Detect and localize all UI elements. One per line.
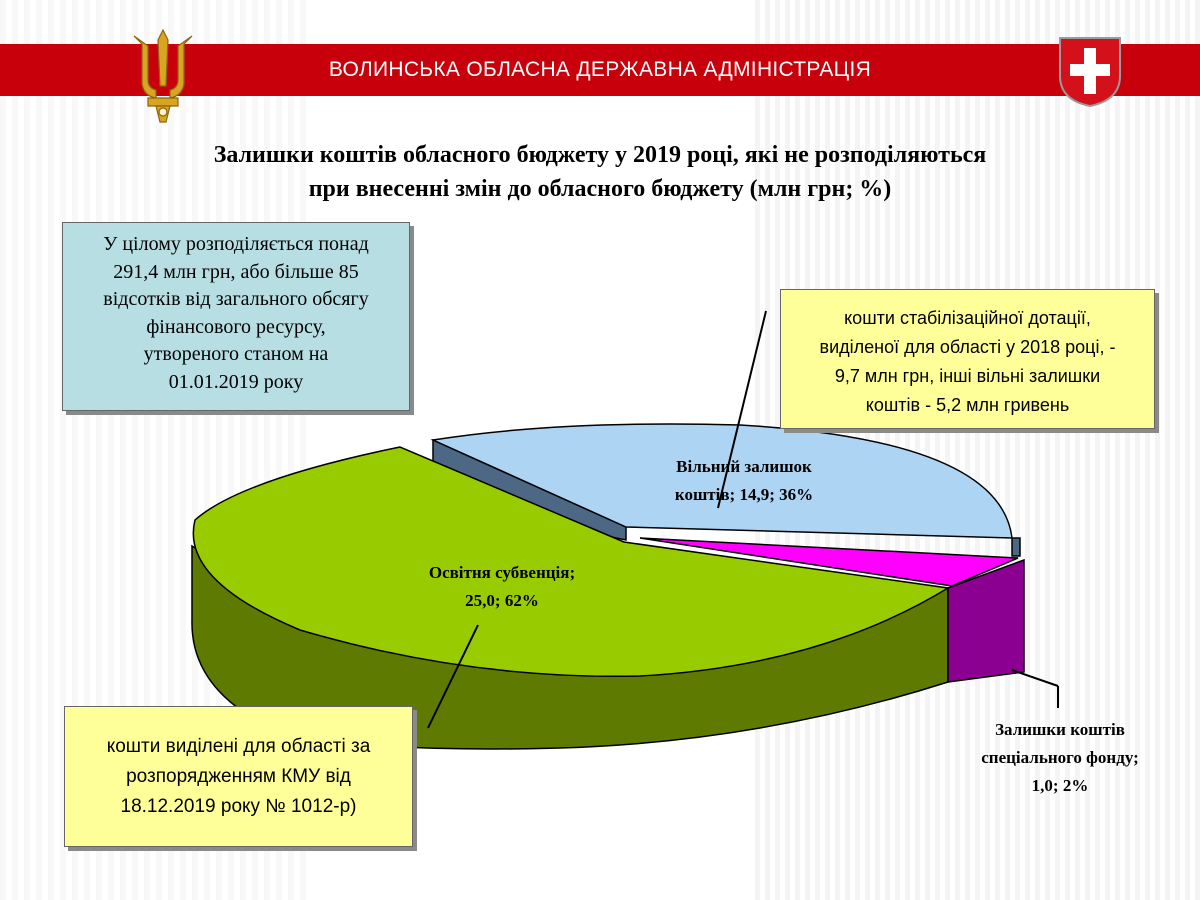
education-note <box>64 706 413 847</box>
note-line: У цілому розподіляється понад <box>103 233 369 255</box>
chart-title-line: Залишки коштів обласного бюджету у 2019 році, які не розподіляються <box>213 142 987 168</box>
note-line: виділеної для області у 2018 році, - <box>819 337 1116 357</box>
note-line: 18.12.2019 року № 1012-р) <box>120 796 357 817</box>
header-title: ВОЛИНСЬКА ОБЛАСНА ДЕРЖАВНА АДМІНІСТРАЦІЯ <box>328 58 872 81</box>
note-line: кошти виділені для області за <box>106 736 371 757</box>
slice-label-line: Освітня субвенція; <box>428 563 576 582</box>
note-line: відсотків від загального обсягу <box>103 288 369 310</box>
note-line: утвореного станом на <box>143 343 329 365</box>
slice-label-line: Вільний залишок <box>676 457 812 476</box>
slice-label-line: спеціального фонду; <box>981 748 1139 767</box>
note-line: 01.01.2019 року <box>168 370 304 393</box>
summary-note <box>62 222 410 411</box>
slice-label-line: Залишки коштів <box>995 720 1125 739</box>
slice-label-line: коштів; 14,9; 36% <box>674 485 814 504</box>
note-line: 9,7 млн грн, інші вільні залишки <box>834 366 1101 386</box>
note-line: фінансового ресурсу, <box>146 315 326 338</box>
pie-side-free-balance <box>1012 538 1020 556</box>
leader-line-special-fund <box>1012 670 1058 686</box>
note-line: коштів - 5,2 млн гривень <box>865 395 1070 415</box>
slice-label-special-fund <box>940 716 1180 800</box>
note-line: 291,4 млн грн, або більше 85 <box>113 260 359 283</box>
slice-label-education-subvention <box>392 559 612 615</box>
note-line: розпорядженням КМУ від <box>126 766 351 787</box>
note-line: кошти стабілізаційної дотації, <box>844 308 1091 328</box>
slice-label-free-balance <box>634 453 854 509</box>
chart-title-line: при внесенні змін до обласного бюджету (млн грн; %) <box>308 176 892 202</box>
slice-label-line: 1,0; 2% <box>1031 776 1089 795</box>
slice-label-line: 25,0; 62% <box>465 591 539 610</box>
free-balance-note <box>780 289 1155 429</box>
